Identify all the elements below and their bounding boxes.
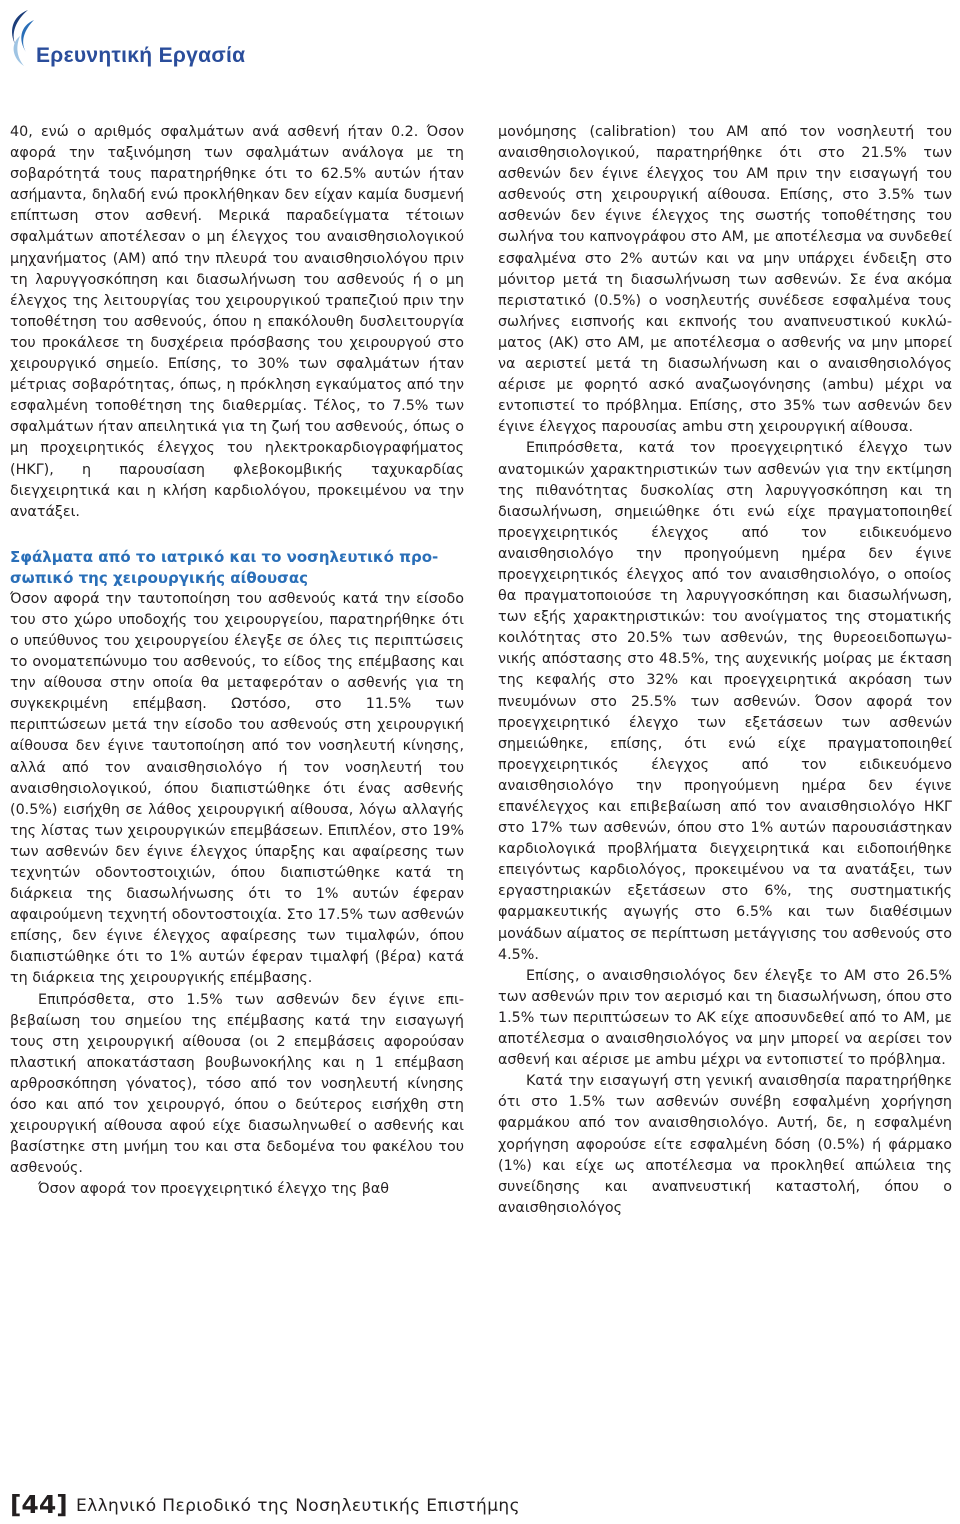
section-title: Ερευνητική Εργασία [36,44,246,67]
right-paragraph-1: μονόμησης (calibration) του ΑΜ από τον νοσηλευτή του αναισθησιολογικού, παρατηρήθηκε ότι στο 21.5% των ασθενών δεν έγινε έλεγχος του ΑΜ πριν την εισαγωγή του ασθενούς στη χειρουργική αίθουσα. Επίσης, στο 3.5% των ασθενών δεν έγινε έλεγχος της σωστής τοποθέτησης του σωλήνα του καπνογράφου στο ΑΜ, με αποτέλεσμα να συνδεθεί εσφαλμένα στο 2% αυτών και να μην υπάρχει ένδειξη στο μόνιτορ μετά τη διασωλήνωση των ασθενών. Σε ένα ακόμα περιστατικό (0.5%) ο νοσηλευτής συνέδεσε εσφαλμένα τους σωλήνες εισπνοής και εκπνοής του αναπνευστικού κυκλώματος (ΑΚ) στο ΑΜ, με αποτέλεσμα ο ασθενής να μην μπορεί να αεριστεί μετά τη διασωλήνωση και ο αναισθησιολόγος αέρισε με φορητό ασκό αναζωογόνησης (ambu) μέχρι να εντοπιστεί το πρόβλημα. Επίσης, στο 35% των ασθενών δεν έγινε έλεγχος παρουσίας ambu στη χειρουργική αίθουσα. [498,124,952,436]
left-paragraph-2: Όσον αφορά την ταυτοποίηση του ασθενούς κατά την είσοδο του στο χώρο υποδοχής του χειρουργείου, παρατηρήθηκε ότι ο υπεύθυνος του χειρουργείου έλεγξε σε όλες τις περιπτώσεις το ονοματεπώνυμο του ασθενούς, το είδος της επέμβασης και την αίθουσα στην οποία θα μεταφερόταν ο ασθενής για τη συγκεκριμένη επέμβαση. Ωστόσο, στο 11.5% των περιπτώσεων μετά την είσοδο του ασθενούς στη χειρουργική αίθουσα δεν έγινε ταυτοποίηση από τον νοσηλευτή κίνησης, αλλά από τον αναισθησιολόγο ή τον νοσηλευτή του αναισθησιολογικού, όπου διαπιστώθηκε ότι ένας ασθενής (0.5%) εισήχθη σε λάθος χειρουργική αίθουσα, λόγω αλλαγής της λίστας των χειρουργικών επεμβάσεων. Επιπλέον, στο 19% των ασθενών δεν έγινε έλεγχος ύπαρξης και αφαίρεσης των τεχνητών οδοντοστοιχιών, όπου διαπιστώθηκε κατά τη διάρκεια της διασωλήνωσης ότι το 1% αυτών έφεραν αφαιρούμενη τεχνητή οδοντοστοιχία. Στο 17.5% των ασθενών επίσης, δεν έγινε έλεγχος αφαίρεσης των τιμαλφών, όπου διαπιστώθηκε ότι το 1% αυτών έφεραν τιμαλφή (βέρα) κατά τη διάρκεια της χειρουργικής επέμβασης. [10,590,464,987]
journal-title: Ελληνικό Περιοδικό της Νοσηλευτικής Επιστήμης [76,1496,520,1516]
subheading: Σφάλματα από το ιατρικό και το νοσηλευτικό προσωπικό της χειρουργικής αίθουσας [10,547,439,587]
left-paragraph-4: Όσον αφορά τον προεγχειρητικό έλεγχο της βαθ [38,1181,390,1198]
left-paragraph-1: 40, ενώ ο αριθμός σφαλμάτων ανά ασθενή ήταν 0.2. Όσον αφορά την ταξινόμηση των σφαλμάτων ανάλογα με τη σοβαρότητά τους παρατηρήθηκε ότι το 62.5% αυτών ήταν ασήμαντα, δηλαδή ενώ προκλήθηκαν δεν είχαν καμία δυσμενή επίπτωση στον ασθενή. Μερικά παραδείγματα τέτοιων σφαλμάτων αποτέλεσαν ο μη έλεγχος του αναισθησιολογικού μηχανήματος (ΑΜ) από την πλευρά του αναισθησιολόγου πριν τη λαρυγγοσκόπηση και διασωλήνωση του ασθενούς ή ο μη έλεγχος της λειτουργίας του χειρουργικού τραπεζιού πριν την τοποθέτηση του ασθενούς, όπου η επακόλουθη δυσλειτουργία του προκάλεσε τη δυσχέρεια πρόσβασης του χειρουργού στο χειρουργικό σημείο. Επίσης, το 30% των σφαλμάτων ήταν μέτριας σοβαρότητας, όπως, η πρόκληση εγκαύματος από την εσφαλμένη τοποθέτηση της διαθερμίας. Τέλος, το 7.5% των σφαλμάτων ήταν απειλητικά για τη ζωή του ασθενούς, όπως ο μη προχειρητικός έλεγχος του ηλεκτροκαρδιογραφήματος (ΗΚΓ), η παρουσίαση φλεβοκομβικής ταχυκαρδίας διεγχειρητικά και η κλήση καρδιολόγου, προκειμένου να την ανατάξει. [10,124,464,520]
right-paragraph-2: Επιπρόσθετα, κατά τον προεγχειρητικό έλεγχο των ανατομικών χαρακτηριστικών των ασθενών για την εκτίμηση της πιθανότητας δυσκολίας στη λαρυγγοσκόπηση και τη διασωλήνωση, σημειώθηκε ότι ενώ είχε πραγματοποιηθεί προεγχειρητικός έλεγχος από τον ειδικευόμενο αναισθησιολόγο την προηγούμενη ημέρα δεν έγινε προεγχειρητικός έλεγχος από τον αναισθησιολόγο, ο οποίος θα πραγματοποιούσε τη λαρυγγοσκόπηση και διασωλήνωση, των εξής χαρακτηριστικών: του ανοίγματος της στοματικής κοιλότητας στο 20.5% των ασθενών, της θυρεοειδοπωγωνικής απόστασης στο 48.5%, της αυχενικής μοίρας με έκταση της κεφαλής στο 32% και προεγχειρητικά ακρόαση των πνευμόνων στο 25.5% των ασθενών. Όσον αφορά τον προεγχειρητικό έλεγχο των εξετάσεων των ασθενών σημειώθηκε, επίσης, ότι ενώ είχε πραγματοποιηθεί προεγχειρητικός έλεγχος από τον ειδικευόμενο αναισθησιολόγο την προηγούμενη ημέρα δεν έγινε επανέλεγχος και επιβεβαίωση από τον αναισθησιολόγο ΗΚΓ στο 17% των ασθενών, όπου στο 1% αυτών παρουσιάστηκαν καρδιολογικά προβλήματα διεγχειρητικά και ειδοποιήθηκε επειγόντως καρδιολόγος, προκειμένου να τα ανατάξει, των εργαστηριακών εξετάσεων στο 6%, της συστηματικής φαρμακευτικής αγωγής στο 6.5% και των διαθέσιμων μονάδων αίματος σε περίπτωση μετάγγισης του ασθενούς στο 4.5%. [498,440,952,963]
left-paragraph-3: Επιπρόσθετα, στο 1.5% των ασθενών δεν έγινε επιβεβαίωση του σημείου της επέμβασης κατά την εισαγωγή τους στη χειρουργική αίθουσα (οι 2 επεμβάσεις αφορούσαν πλαστική αποκατάσταση βουβωνοκήλης και η 1 επέμβαση αρθροσκόπηση γόνατος), τόσο από τον νοσηλευτή κίνησης όσο και από τον χειρουργό, όπου ο δεύτερος εισήχθη στη χειρουργική αίθουσα αφού είχε διασωληνωθεί ο ασθενής και βασίστηκε στη μνήμη του και στα δεδομένα του φακέλου του ασθενούς. [10,991,464,1177]
right-column [498,122,952,1219]
swirl-logo-icon [6,6,38,74]
left-column [10,122,464,1201]
right-paragraph-4: Κατά την εισαγωγή στη γενική αναισθησία παρατηρήθηκε ότι στο 1.5% των ασθενών συνέβη εσφαλμένη χορήγηση φαρμάκου από τον αναισθησιολόγο. Αυτή, δε, η εσφαλμένη χορήγηση αφορούσε είτε εσφαλμένη δόση (0.5%) ή φάρμακο (1%) και είχε ως αποτέλεσμα να προκληθεί απώλεια της συνείδησης και αναπνευστική καταστολή, όπου ο αναισθησιολόγος [498,1073,952,1216]
page-number: [44] [10,1490,68,1519]
right-paragraph-3: Επίσης, ο αναισθησιολόγος δεν έλεγξε το ΑΜ στο 26.5% των ασθενών πριν τον αερισμό και τη διασωλήνωση, όπου στο 1.5% των περιπτώσεων το ΑΚ είχε αποσυνδεθεί από το ΑΜ, με αποτέλεσμα ο αναισθησιολόγος να μην μπορεί να αερίσει τον ασθενή και αέρισε με ambu μέχρι να εντοπιστεί το πρόβλημα. [498,967,952,1069]
page-footer [10,1490,950,1524]
page-header [0,0,960,96]
